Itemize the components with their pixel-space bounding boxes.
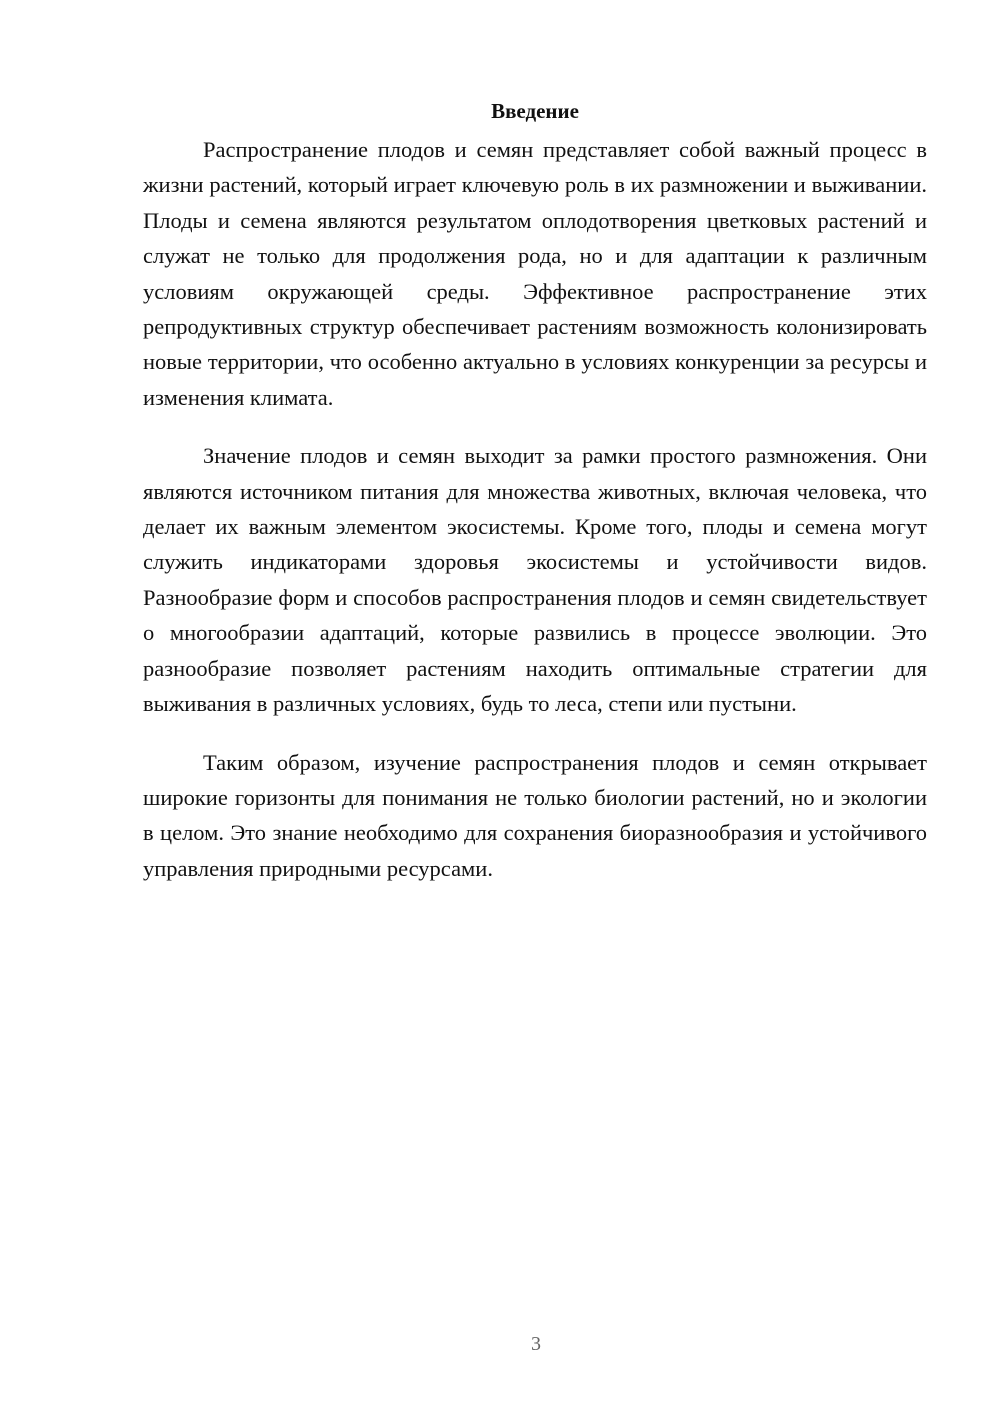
section-title: Введение — [491, 99, 579, 123]
page-content — [143, 96, 927, 909]
page-number: 3 — [531, 1333, 541, 1355]
paragraph-3: Таким образом, изучение распространения плодов и семян открывает широкие горизонты для понимания не только биологии растений, но и экологии в целом. Это знание необходимо для сохранения биоразнообразия и устойчивого управления природными ресурсами. — [143, 749, 927, 881]
paragraph-2: Значение плодов и семян выходит за рамки простого размножения. Они являются источником питания для множества животных, включая человека, что делает их важным элементом экосистемы. Кроме того, плоды и семена могут служить индикаторами здоровья экосистемы и устойчивости видов. Разнообразие форм и способов распространения плодов и семян свидетельствует о многообразии адаптаций, которые развились в процессе эволюции. Это разнообразие позволяет растениям находить оптимальные стратегии для выживания в различных условиях, будь то леса, степи или пустыни. — [143, 443, 927, 717]
paragraph-1: Распространение плодов и семян представляет собой важный процесс в жизни растений, который играет ключевую роль в их размножении и выживании. Плоды и семена являются результатом оплодотворения цветковых растений и служат не только для продолжения рода, но и для адаптации к различным условиям окружающей среды. Эффективное распространение этих репродуктивных структур обеспечивает растениям возможность колонизировать новые территории, что особенно актуально в условиях конкуренции за ресурсы и изменения климата. — [143, 137, 927, 410]
